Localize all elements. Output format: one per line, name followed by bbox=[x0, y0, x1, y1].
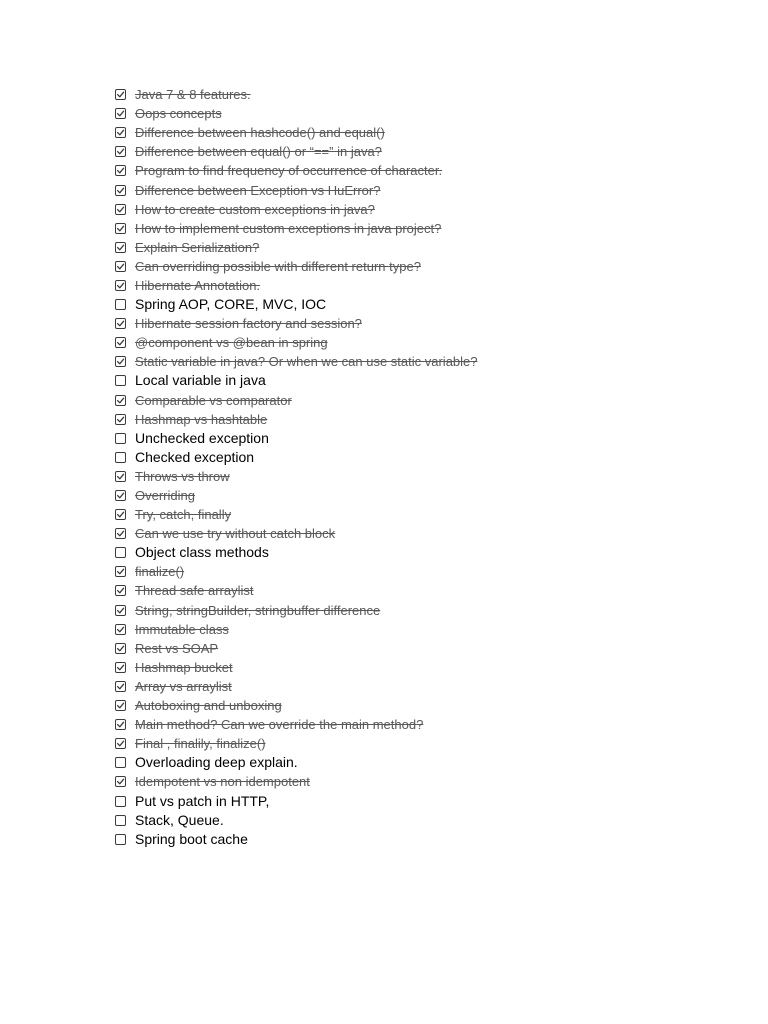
checklist-item bbox=[115, 601, 478, 620]
checkbox[interactable] bbox=[115, 834, 126, 845]
checklist-item-label: Final , finalily, finalize() bbox=[135, 736, 266, 752]
checklist-item-label: Try, catch, finally bbox=[135, 507, 232, 523]
checkbox[interactable] bbox=[115, 719, 126, 730]
checkbox[interactable] bbox=[115, 356, 126, 367]
checkmark-icon bbox=[116, 281, 125, 290]
checkbox[interactable] bbox=[115, 738, 126, 749]
checklist-item bbox=[115, 352, 478, 371]
checkbox[interactable] bbox=[115, 681, 126, 692]
checklist-item bbox=[115, 505, 478, 524]
checklist-item-label: Hashmap vs hashtable bbox=[135, 411, 268, 427]
checkbox[interactable] bbox=[115, 585, 126, 596]
checklist-item-label: Overloading deep explain. bbox=[135, 754, 298, 771]
checklist-item-label: Local variable in java bbox=[135, 372, 266, 389]
checklist-item bbox=[115, 123, 478, 142]
checklist-item bbox=[115, 276, 478, 295]
checklist-item bbox=[115, 658, 478, 677]
checkmark-icon bbox=[116, 644, 125, 653]
checkmark-icon bbox=[116, 663, 125, 672]
checkmark-icon bbox=[116, 166, 125, 175]
checklist-item-label: Can we use try without catch block bbox=[135, 526, 336, 542]
checklist-item-label: Static variable in java? Or when we can use static variable? bbox=[135, 354, 478, 370]
checkbox[interactable] bbox=[115, 796, 126, 807]
checkbox[interactable] bbox=[115, 146, 126, 157]
checklist-item bbox=[115, 581, 478, 600]
checklist-item bbox=[115, 791, 478, 810]
checklist-item bbox=[115, 257, 478, 276]
checklist-item bbox=[115, 295, 478, 314]
checkmark-icon bbox=[116, 682, 125, 691]
checklist-item-label: Can overriding possible with different return type? bbox=[135, 258, 421, 274]
checklist-item bbox=[115, 696, 478, 715]
checklist bbox=[115, 85, 478, 849]
checklist-item bbox=[115, 467, 478, 486]
checkmark-icon bbox=[116, 739, 125, 748]
checkmark-icon bbox=[116, 606, 125, 615]
checklist-item bbox=[115, 639, 478, 658]
checklist-item-label: Checked exception bbox=[135, 448, 255, 465]
checklist-item bbox=[115, 486, 478, 505]
checkbox[interactable] bbox=[115, 566, 126, 577]
checkbox[interactable] bbox=[115, 204, 126, 215]
checklist-item bbox=[115, 620, 478, 639]
checkmark-icon bbox=[116, 338, 125, 347]
checklist-item bbox=[115, 753, 478, 772]
checklist-item-label: Java 7 & 8 features. bbox=[135, 87, 251, 103]
checkbox[interactable] bbox=[115, 662, 126, 673]
checkmark-icon bbox=[116, 147, 125, 156]
checkbox[interactable] bbox=[115, 547, 126, 558]
checkbox[interactable] bbox=[115, 375, 126, 386]
checklist-item bbox=[115, 333, 478, 352]
checklist-item bbox=[115, 142, 478, 161]
checkmark-icon bbox=[116, 90, 125, 99]
checkbox[interactable] bbox=[115, 223, 126, 234]
checkmark-icon bbox=[116, 720, 125, 729]
checkbox[interactable] bbox=[115, 414, 126, 425]
checklist-item-label: Hashmap bucket bbox=[135, 659, 233, 675]
checkbox[interactable] bbox=[115, 700, 126, 711]
checkbox[interactable] bbox=[115, 815, 126, 826]
checklist-item bbox=[115, 200, 478, 219]
checkmark-icon bbox=[116, 357, 125, 366]
checklist-item bbox=[115, 161, 478, 180]
checkbox[interactable] bbox=[115, 185, 126, 196]
checklist-item-label: @component vs @bean in spring bbox=[135, 335, 328, 351]
checklist-item-label: Autoboxing and unboxing bbox=[135, 698, 282, 714]
checkbox[interactable] bbox=[115, 643, 126, 654]
checklist-item-label: How to create custom exceptions in java? bbox=[135, 201, 375, 217]
checklist-item bbox=[115, 830, 478, 849]
checkbox[interactable] bbox=[115, 108, 126, 119]
checkbox[interactable] bbox=[115, 490, 126, 501]
checkmark-icon bbox=[116, 109, 125, 118]
checkbox[interactable] bbox=[115, 776, 126, 787]
checkmark-icon bbox=[116, 472, 125, 481]
checkbox[interactable] bbox=[115, 528, 126, 539]
checklist-item-label: Oops concepts bbox=[135, 106, 222, 122]
checkmark-icon bbox=[116, 529, 125, 538]
checkmark-icon bbox=[116, 586, 125, 595]
checklist-item-label: Difference between hashcode() and equal() bbox=[135, 125, 385, 141]
checkmark-icon bbox=[116, 186, 125, 195]
checkbox[interactable] bbox=[115, 242, 126, 253]
checkbox[interactable] bbox=[115, 89, 126, 100]
checklist-item-label: Spring AOP, CORE, MVC, IOC bbox=[135, 296, 327, 313]
checklist-item bbox=[115, 238, 478, 257]
checkbox[interactable] bbox=[115, 395, 126, 406]
checklist-item-label: Stack, Queue. bbox=[135, 811, 224, 828]
checkbox[interactable] bbox=[115, 471, 126, 482]
checklist-item-label: Comparable vs comparator bbox=[135, 392, 292, 408]
checklist-item bbox=[115, 219, 478, 238]
checkmark-icon bbox=[116, 510, 125, 519]
checklist-item-label: Spring boot cache bbox=[135, 830, 248, 847]
checklist-item bbox=[115, 677, 478, 696]
checkmark-icon bbox=[116, 224, 125, 233]
checklist-item-label: Array vs arraylist bbox=[135, 678, 232, 694]
checkmark-icon bbox=[116, 777, 125, 786]
checklist-item-label: Difference between equal() or “==” in java? bbox=[135, 144, 382, 160]
checklist-item bbox=[115, 429, 478, 448]
checklist-item-label: finalize() bbox=[135, 564, 185, 580]
checkbox[interactable] bbox=[115, 280, 126, 291]
checklist-item-label: String, stringBuilder, stringbuffer difference bbox=[135, 602, 381, 618]
checklist-item bbox=[115, 85, 478, 104]
checklist-item-label: Main method? Can we override the main method? bbox=[135, 717, 424, 733]
checklist-item bbox=[115, 734, 478, 753]
checkbox[interactable] bbox=[115, 509, 126, 520]
checkbox[interactable] bbox=[115, 127, 126, 138]
checklist-item bbox=[115, 811, 478, 830]
checklist-item-label: Program to find frequency of occurrence of character. bbox=[135, 163, 443, 179]
checklist-item bbox=[115, 371, 478, 390]
checkbox[interactable] bbox=[115, 299, 126, 310]
checkmark-icon bbox=[116, 262, 125, 271]
checkbox[interactable] bbox=[115, 757, 126, 768]
checklist-item-label: Idempotent vs non idempotent bbox=[135, 774, 310, 790]
checkmark-icon bbox=[116, 415, 125, 424]
checkmark-icon bbox=[116, 701, 125, 710]
checkmark-icon bbox=[116, 567, 125, 576]
checkmark-icon bbox=[116, 625, 125, 634]
checklist-item-label: Immutable class bbox=[135, 621, 229, 637]
checklist-item-label: How to implement custom exceptions in java project? bbox=[135, 220, 442, 236]
checklist-item bbox=[115, 715, 478, 734]
checkmark-icon bbox=[116, 128, 125, 137]
checklist-item bbox=[115, 543, 478, 562]
checklist-item-label: Overriding bbox=[135, 488, 195, 504]
checkbox[interactable] bbox=[115, 165, 126, 176]
checkbox[interactable] bbox=[115, 433, 126, 444]
checklist-item-label: Hibernate Annotation. bbox=[135, 277, 261, 293]
checkbox[interactable] bbox=[115, 261, 126, 272]
checklist-item bbox=[115, 562, 478, 581]
checklist-item-label: Hibernate session factory and session? bbox=[135, 316, 362, 332]
checkbox[interactable] bbox=[115, 452, 126, 463]
checklist-item bbox=[115, 314, 478, 333]
checklist-item bbox=[115, 391, 478, 410]
checklist-item-label: Unchecked exception bbox=[135, 429, 269, 446]
checklist-item bbox=[115, 410, 478, 429]
checklist-item-label: Put vs patch in HTTP, bbox=[135, 792, 270, 809]
checklist-item-label: Object class methods bbox=[135, 544, 269, 561]
checkmark-icon bbox=[116, 491, 125, 500]
checklist-item-label: Difference between Exception vs HuError? bbox=[135, 182, 381, 198]
checkmark-icon bbox=[116, 205, 125, 214]
checkbox[interactable] bbox=[115, 624, 126, 635]
checkmark-icon bbox=[116, 319, 125, 328]
checklist-item-label: Rest vs SOAP bbox=[135, 640, 219, 656]
checklist-item bbox=[115, 104, 478, 123]
checkbox[interactable] bbox=[115, 337, 126, 348]
checkmark-icon bbox=[116, 243, 125, 252]
checklist-item-label: Explain Serialization? bbox=[135, 239, 260, 255]
checkbox[interactable] bbox=[115, 605, 126, 616]
checklist-item bbox=[115, 180, 478, 199]
checkbox[interactable] bbox=[115, 318, 126, 329]
checklist-item bbox=[115, 448, 478, 467]
checklist-item bbox=[115, 772, 478, 791]
checklist-item bbox=[115, 524, 478, 543]
checklist-item-label: Throws vs throw bbox=[135, 468, 230, 484]
checkmark-icon bbox=[116, 396, 125, 405]
checklist-item-label: Thread safe arraylist bbox=[135, 583, 254, 599]
